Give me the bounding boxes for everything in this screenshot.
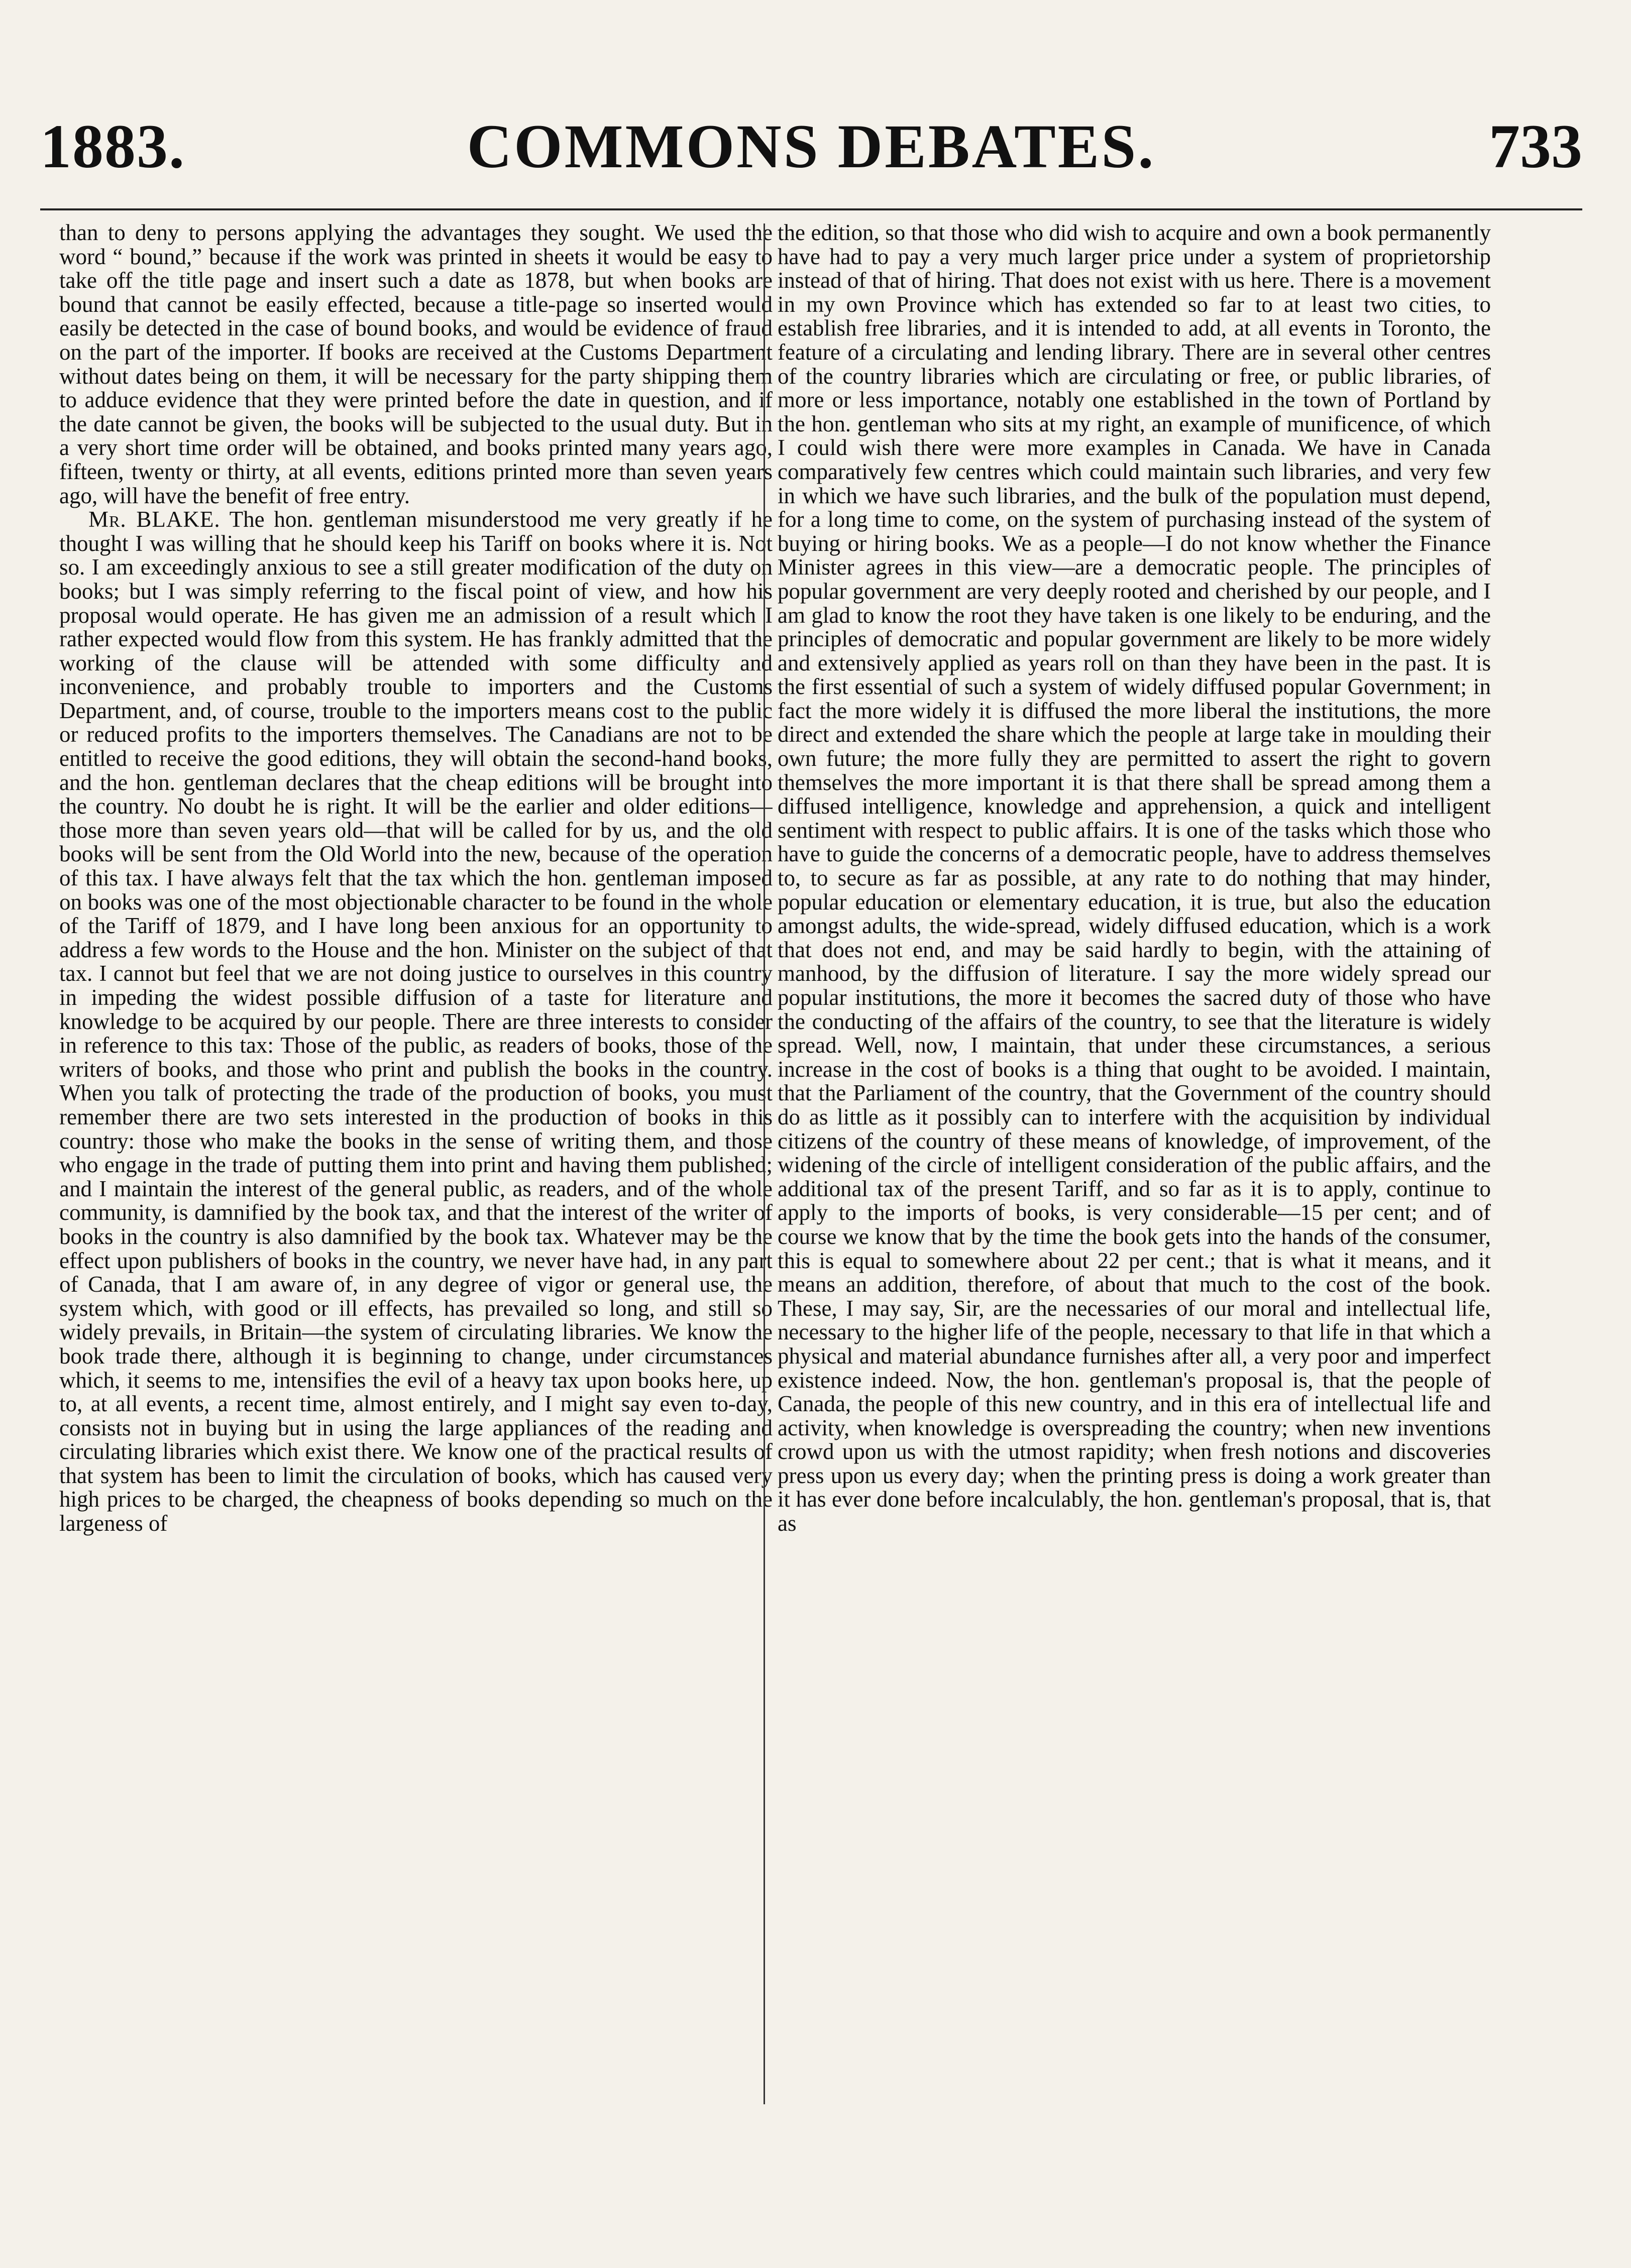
speech-text: The hon. gentleman misunderstood me very greatly if he thought I was willing that he should keep his Tariff on books where it is. Not so. I am exceedingly anxious to see a still greater modification of the duty on books; but I was simply referring to the fiscal point of view, and how his proposal would operate. He has given me an admission of a result which I rather expected would flow from this system. He has frankly admitted that the working of the clause will be attended with some difficulty and inconvenience, and probably trouble to importers and the Customs Department, and, of course, trouble to the importers means cost to the public or reduced profits to the importers themselves. The Canadians are not to be entitled to receive the good editions, they will obtain the second-hand books, and the hon. gentleman declares that the cheap editions will be brought into the country. No doubt he is right. It will be the earlier and older editions—those more than seven years old—that will be called for by us, and the old books will be sent from the Old World into the new, because of the operation of this tax. I have always felt that the tax which the hon. gentleman imposed on books was one of the most objectionable character to be found in the whole of the Tariff of 1879, and I have long been anxious for an opportunity to address a few words to the House and the hon. Minister on the subject of that tax. I cannot but feel that we are not doing justice to ourselves in this country in impeding the widest possible diffusion of a taste for literature and knowledge to be acquired by our people. There are three interests to consider in reference to this tax: Those of the public, as readers of books, those of the writers of books, and those who print and publish the books in the country. When you talk of protecting the trade of the production of books, you must remember there are two sets interested in the production of books in this country: those who make the books in the sense of writing them, and those who engage in the trade of putting them into print and having them published; and I maintain the interest of the general public, as readers, and of the whole community, is damnified by the book tax, and that the interest of the writer of books in the country is also damnified by the book tax. Whatever may be the effect upon publishers of books in the country, we never have had, in any part of Canada, that I am aware of, in any degree of vigor or general use, the system which, with good or ill effects, has prevailed so long, and still so widely prevails, in Britain—the system of circulating libraries. We know the book trade there, although it is beginning to change, under circumstances which, it seems to me, intensifies the evil of a heavy tax upon books here, up to, at all events, a recent time, almost entirely, and I might say even to-day, consists not in buying but in using the large appliances of the reading and circulating libraries which exist there. We know one of the practical results of that system has been to limit the circulation of books, which has caused very high prices to be charged, the cheapness of books depending so much on the largeness of: [59, 507, 773, 1536]
speaker-name: Mr. BLAKE.: [88, 507, 221, 532]
header-title: COMMONS DEBATES.: [467, 112, 1156, 181]
page-header: [40, 112, 1582, 196]
left-column: [59, 221, 773, 2109]
left-paragraph-1: than to deny to persons applying the advantages they sought. We used the word “ bound,” because if the work was printed in sheets it would be easy to take off the title page and insert such a date as 1878, but when books are bound that cannot be easily effected, because a title-page so inserted would easily be detected in the case of bound books, and would be evidence of fraud on the part of the importer. If books are received at the Customs Department without dates being on them, it will be necessary for the party shipping them to adduce evidence that they were printed before the date in question, and if the date cannot be given, the books will be subjected to the usual duty. But in a very short time order will be obtained, and books printed many years ago, fifteen, twenty or thirty, at all events, editions printed more than seven years ago, will have the benefit of free entry.: [59, 221, 773, 508]
header-rule: [40, 208, 1582, 210]
left-paragraph-2: [59, 508, 773, 1536]
right-column: [778, 221, 1491, 2109]
header-year: 1883.: [40, 112, 185, 181]
column-divider: [764, 223, 765, 2104]
page-number: 733: [1489, 112, 1582, 181]
right-paragraph-1: the edition, so that those who did wish to acquire and own a book permanently have had to pay a very much larger price under a system of proprietorship instead of that of hiring. That does not exist with us here. There is a movement in my own Province which has extended so far to at least two cities, to establish free libraries, and it is intended to add, at all events in Toronto, the feature of a circulating and lending library. There are in several other centres of the country libraries which are circulating or free, or public libraries, of more or less importance, notably one established in the town of Portland by the hon. gentleman who sits at my right, an example of munificence, of which I could wish there were more examples in Canada. We have in Canada comparatively few centres which could maintain such libraries, and very few in which we have such libraries, and the bulk of the population must depend, for a long time to come, on the system of purchasing instead of the system of buying or hiring books. We as a people—I do not know whether the Finance Minister agrees in this view—are a democratic people. The principles of popular government are very deeply rooted and cherished by our people, and I am glad to know the root they have taken is one likely to be enduring, and the principles of democratic and popular government are likely to be more widely and extensively applied as years roll on than they have been in the past. It is the first essential of such a system of widely diffused popular Government; in fact the more widely it is diffused the more liberal the institutions, the more direct and extended the share which the people at large take in moulding their own future; the more fully they are permitted to assert the right to govern themselves the more important it is that there shall be spread among them a diffused intelligence, knowledge and apprehension, a quick and intelligent sentiment with respect to public affairs. It is one of the tasks which those who have to guide the concerns of a democratic people, have to address themselves to, to secure as far as possible, at any rate to do nothing that may hinder, popular education or elementary education, it is true, but also the education amongst adults, the wide-spread, widely diffused education, which is a work that does not end, and may be said hardly to begin, with the attaining of manhood, by the diffusion of literature. I say the more widely spread our popular institutions, the more it becomes the sacred duty of those who have the conducting of the affairs of the country, to see that the literature is widely spread. Well, now, I maintain, that under these circumstances, a serious increase in the cost of books is a thing that ought to be avoided. I maintain, that the Parliament of the country, that the Government of the country should do as little as it possibly can to interfere with the acquisition by individual citizens of the country of these means of knowledge, of improvement, of the widening of the circle of intelligent consideration of the public affairs, and the additional tax of the present Tariff, and so far as it is to apply, continue to apply to the imports of books, is very considerable—15 per cent; and of course we know that by the time the book gets into the hands of the consumer, this is equal to somewhere about 22 per cent.; that is what it means, and it means an addition, therefore, of about that much to the cost of the book. These, I may say, Sir, are the necessaries of our moral and intellectual life, necessary to the higher life of the people, necessary to that life in that which a physical and material abundance furnishes after all, a very poor and imperfect existence indeed. Now, the hon. gentleman's proposal is, that the people of Canada, the people of this new country, and in this era of intellectual life and activity, when knowledge is overspreading the country; when new inventions crowd upon us with the utmost rapidity; when fresh notions and discoveries press upon us every day; when the printing press is doing a work greater than it has ever done before incalculably, the hon. gentleman's proposal, that is, that as: [778, 221, 1491, 1536]
